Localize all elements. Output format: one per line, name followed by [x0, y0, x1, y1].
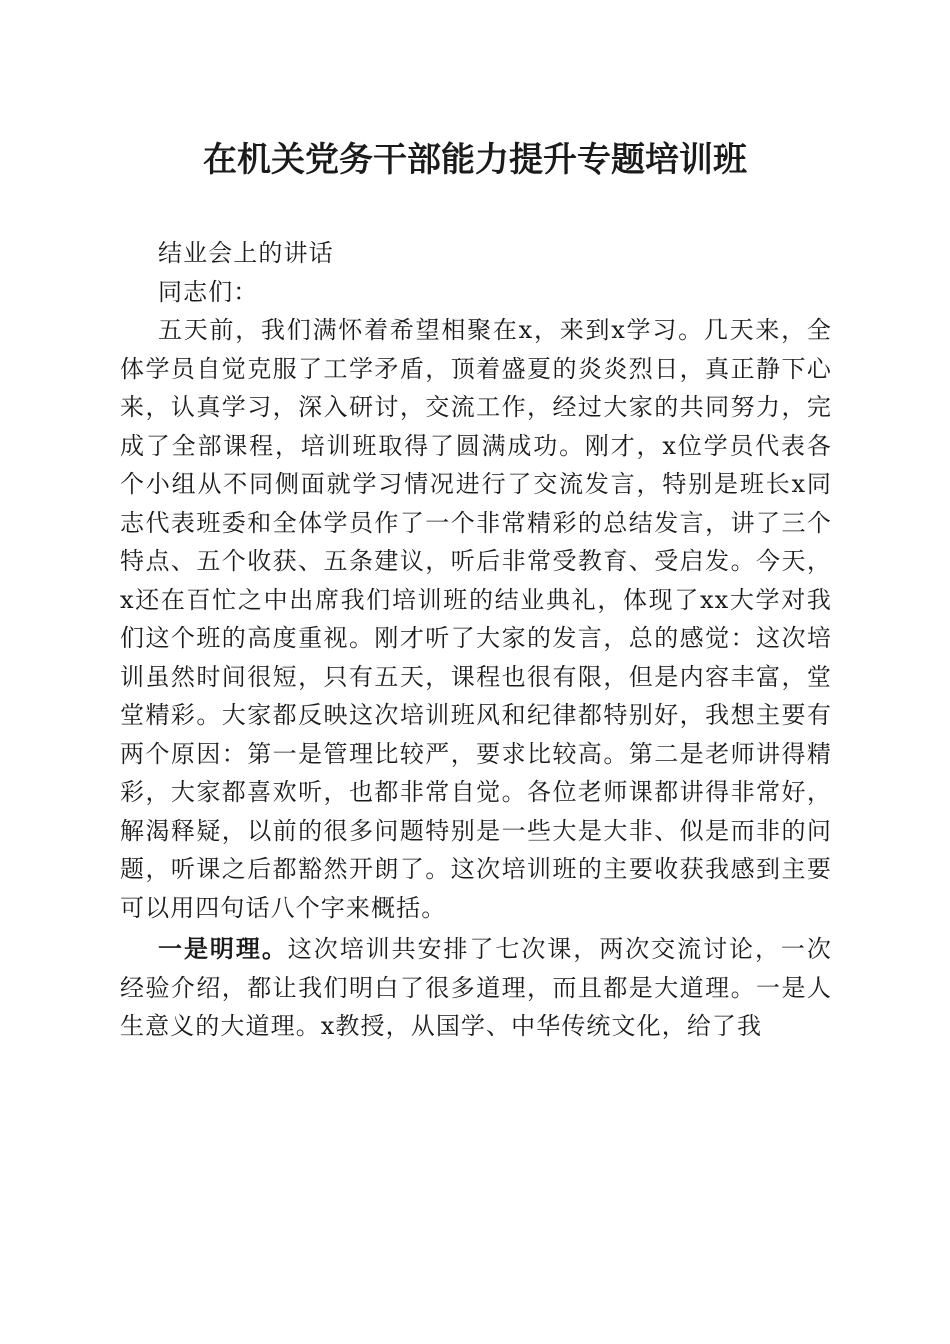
speech-subtitle: 结业会上的讲话 — [158, 239, 334, 267]
paragraph-opening: 五天前，我们满怀着希望相聚在x，来到x学习。几天来，全体学员自觉克服了工学矛盾，顶着盛夏的炎炎烈日，真正静下心来，认真学习，深入研讨，交流工作，经过大家的共同努力，完成了全部课程，培训班取得了圆满成功。刚才，x位学员代表各个小组从不同侧面就学习情况进行了交流发言，特别是班长x同志代表班委和全体学员作了一个非常精彩的总结发言，讲了三个特点、五个收获、五条建议，听后非常受教育、受启发。今天，x还在百忙之中出席我们培训班的结业典礼，体现了xx大学对我们这个班的高度重视。刚才听了大家的发言，总的感觉：这次培训虽然时间很短，只有五天，课程也很有限，但是内容丰富，堂堂精彩。大家都反映这次培训班风和纪律都特别好，我想主要有两个原因：第一是管理比较严，要求比较高。第二是老师讲得精彩，大家都喜欢听，也都非常自觉。各位老师课都讲得非常好，解渴释疑，以前的很多问题特别是一些大是大非、似是而非的问题，听课之后都豁然开朗了。这次培训班的主要收获我感到主要可以用四句话八个字来概括。 — [120, 316, 832, 922]
paragraph-mingli — [120, 930, 832, 1046]
document-title: 在机关党务干部能力提升专题培训班 — [203, 140, 747, 180]
document-body — [120, 234, 832, 1046]
paragraph-mingli-text: 这次培训共安排了七次课，两次交流讨论，一次经验介绍，都让我们明白了很多道理，而且都是大道理。一是人生意义的大道理。x教授，从国学、中华传统文化，给了我 — [120, 935, 832, 1040]
salutation: 同志们： — [158, 277, 259, 306]
paragraph-lead-heading: 一是明理。 — [158, 934, 288, 963]
